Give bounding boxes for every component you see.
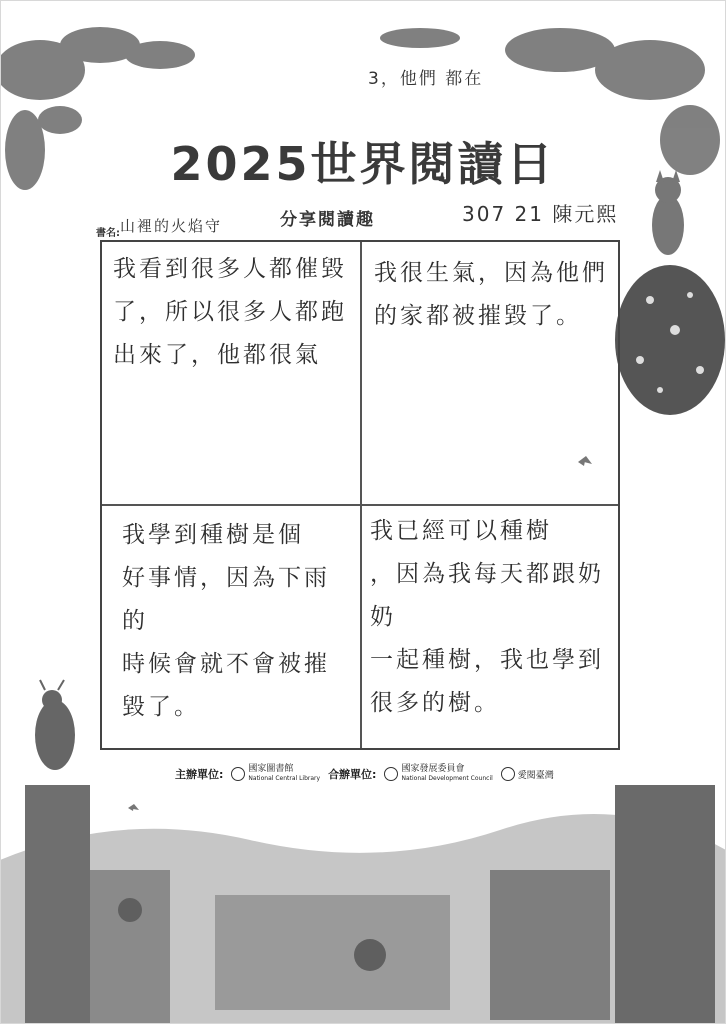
- host-org-name: 國家圖書館: [248, 764, 294, 774]
- host-org-name-en: National Central Library: [248, 775, 321, 782]
- student-info: 307 21 陳元熙: [462, 202, 619, 226]
- quadrant-bottom-right: 我已經可以種樹 ，因為我每天都跟奶奶 一起種樹，我也學到 很多的樹。: [370, 518, 604, 716]
- co-org-2-logo: [501, 767, 554, 781]
- grid-divider-vertical: [360, 242, 362, 748]
- sponsor-bar: [175, 764, 554, 784]
- library-logo-icon: [231, 767, 245, 781]
- quadrant-bottom-left: 我學到種樹是個 好事情，因為下雨的 時候會就不會被摧 毀了。: [122, 522, 330, 720]
- reading-taiwan-logo-icon: [501, 767, 515, 781]
- top-note: 3，他們 都在: [368, 69, 484, 89]
- page-title: 2025世界閱讀日: [170, 137, 556, 191]
- co-org-1-name-en: National Development Council: [401, 775, 493, 782]
- host-label: 主辦單位:: [175, 768, 224, 781]
- deer-icon: [35, 680, 75, 770]
- co-label: 合辦單位:: [328, 768, 377, 781]
- quadrant-top-left: 我看到很多人都催毀 了，所以很多人都跑 出來了，他都很氣: [113, 256, 347, 368]
- mushroom-icon: [615, 265, 725, 415]
- bookshelf-landscape-icon: [0, 785, 726, 1024]
- host-org-logo: [231, 764, 320, 784]
- book-name: 山裡的火焰守: [120, 217, 223, 235]
- book-label: 書名:: [96, 228, 120, 239]
- co-org-1-name: 國家發展委員會: [401, 764, 465, 774]
- co-org-1-logo: [384, 764, 492, 784]
- quadrant-top-right: 我很生氣，因為他們 的家都被摧毀了。: [374, 260, 608, 329]
- ndc-logo-icon: [384, 767, 398, 781]
- grid-divider-horizontal: [102, 504, 618, 506]
- co-org-2-name: 愛閱臺灣: [517, 770, 554, 781]
- subtitle: 分享閱讀趣: [280, 210, 375, 230]
